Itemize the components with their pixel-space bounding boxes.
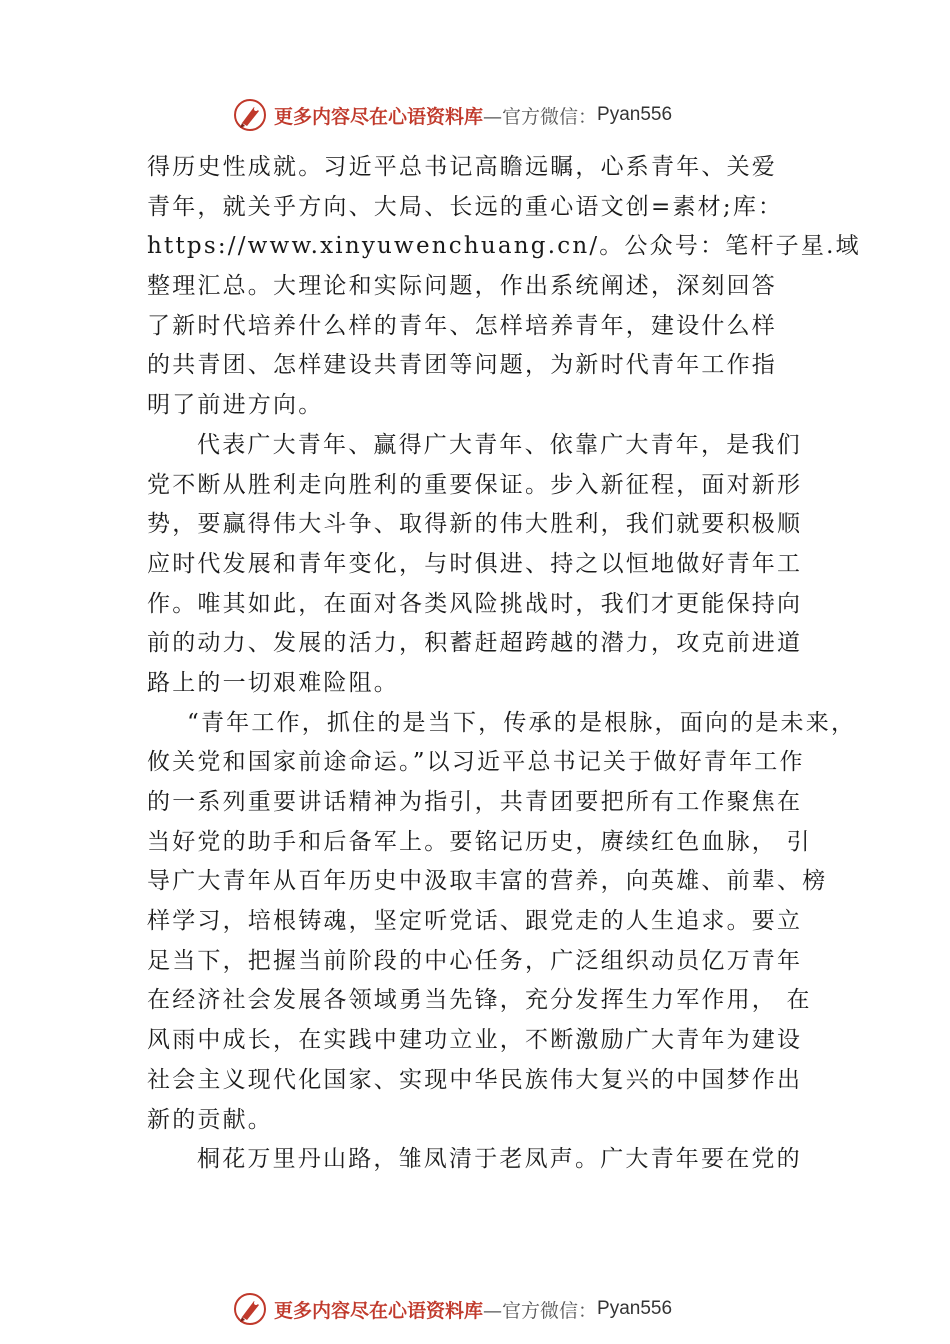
text-line: 路上的一切艰难险阻。 (147, 669, 399, 696)
text-line: 整理汇总。大理论和实际问题，作出系统阐述，深刻回答 (147, 273, 777, 300)
paragraph-first-line: 桐花万里丹山路，雏凤清于老凤声。广大青年要在党的 (197, 1146, 802, 1173)
text-line: 新的贡献。 (147, 1106, 273, 1133)
text-line: 的共青团、怎样建设共青团等问题，为新时代青年工作指 (147, 352, 777, 379)
header-banner (232, 95, 752, 135)
footer-site-name: 更多内容尽在心语资料库 (274, 1299, 484, 1322)
text-line: 势，要赢得伟大斗争、取得新的伟大胜利，我们就要积极顺 (147, 511, 803, 538)
header-wechat-label: —官方微信： (483, 105, 598, 128)
text-line: 足当下，把握当前阶段的中心任务，广泛组织动员亿万青年 (147, 947, 803, 974)
text-line: 风雨中成长，在实践中建功立业，不断激励广大青年为建设 (147, 1027, 803, 1054)
header-wechat-id: Pyan556 (597, 104, 673, 125)
text-line: 的一系列重要讲话精神为指引，共青团要把所有工作聚焦在 (147, 789, 803, 815)
footer-wechat-label: —官方微信： (483, 1299, 598, 1322)
text-line: https://www.xinyuwenchuang.cn/。公众号：笔杆子星.域 (147, 233, 861, 260)
text-line: 作。唯其如此，在面对各类风险挑战时，我们才更能保持向 (147, 590, 803, 617)
text-line: 样学习，培根铸魂，坚定听党话、跟党走的人生追求。要立 (147, 908, 803, 935)
document-body (147, 148, 861, 1180)
text-line: 当好党的助手和后备军上。要铭记历史，赓续红色血脉， 引 (147, 828, 812, 855)
text-line: 在经济社会发展各领域勇当先锋，充分发挥生力军作用， 在 (147, 987, 812, 1014)
text-line: 攸关党和国家前途命运。”以习近平总书记关于做好青年工作 (147, 749, 805, 776)
text-line: 社会主义现代化国家、实现中华民族伟大复兴的中国梦作出 (147, 1066, 803, 1093)
text-line: 了新时代培养什么样的青年、怎样培养青年，建设什么样 (147, 312, 777, 339)
header-site-name: 更多内容尽在心语资料库 (274, 105, 484, 128)
text-line: 导广大青年从百年历史中汲取丰富的营养，向英雄、前辈、榜 (147, 868, 828, 895)
pen-nib-logo-icon (232, 97, 268, 133)
text-line: 青年，就关乎方向、大局、长远的重心语文创=素材;库： (147, 193, 784, 220)
text-line: 得历史性成就。习近平总书记高瞻远瞩，心系青年、关爱 (147, 154, 777, 180)
text-line: 应时代发展和青年变化，与时俱进、持之以恒地做好青年工 (147, 550, 803, 577)
text-line: 前的动力、发展的活力，积蓄赶超跨越的潜力，攻克前进道 (147, 630, 803, 657)
footer-banner (232, 1289, 752, 1329)
footer-wechat-id: Pyan556 (597, 1298, 673, 1319)
text-line: 党不断从胜利走向胜利的重要保证。步入新征程，面对新形 (147, 471, 803, 498)
paragraph-first-line: 代表广大青年、赢得广大青年、依靠广大青年，是我们 (197, 431, 802, 458)
pen-nib-logo-icon (232, 1291, 268, 1327)
paragraph-first-line: “青年工作，抓住的是当下，传承的是根脉，面向的是未来， (187, 709, 857, 736)
text-line: 明了前进方向。 (147, 392, 324, 419)
